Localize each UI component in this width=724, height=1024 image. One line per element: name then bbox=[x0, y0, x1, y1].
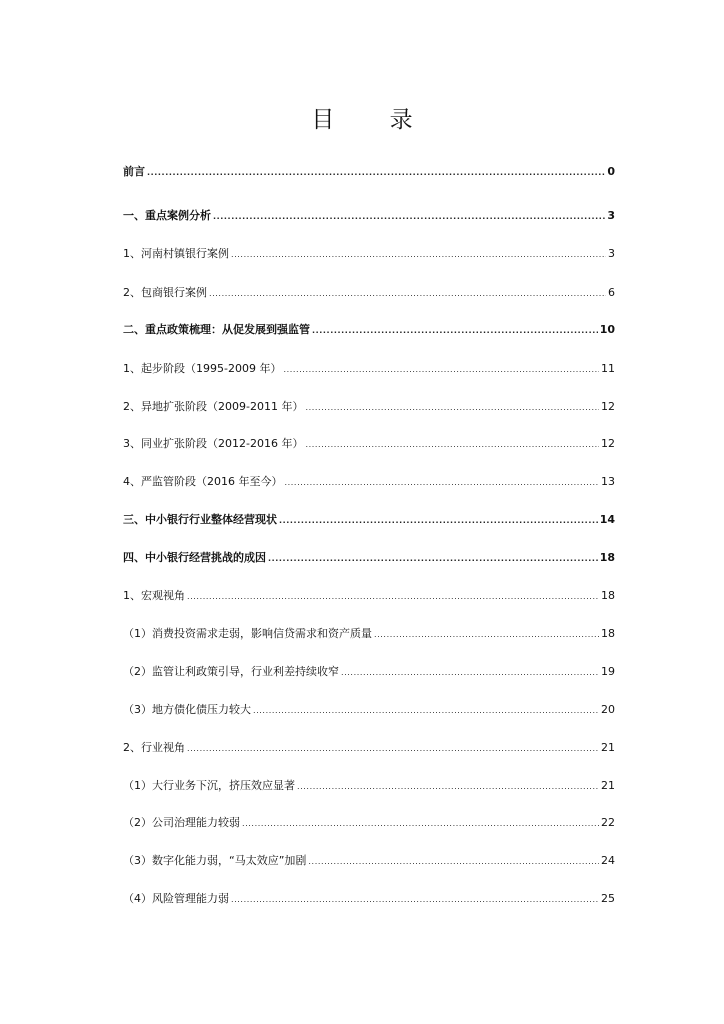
toc-entry-page: 19 bbox=[601, 665, 615, 678]
toc-entry-4-1-3[interactable] bbox=[123, 702, 615, 718]
toc-entry-page: 24 bbox=[601, 854, 615, 867]
dot-leader bbox=[231, 891, 599, 908]
toc-entry-page: 18 bbox=[601, 589, 615, 602]
dot-leader bbox=[253, 702, 599, 719]
toc-entry-page: 20 bbox=[601, 703, 615, 716]
toc-entry-page: 21 bbox=[601, 779, 615, 792]
toc-entry-4-2-2[interactable] bbox=[123, 815, 615, 831]
toc-entry-page: 11 bbox=[601, 362, 615, 375]
toc-entry-page: 13 bbox=[601, 475, 615, 488]
toc-entry-page: 12 bbox=[601, 437, 615, 450]
toc-entry-1-2[interactable] bbox=[123, 285, 615, 301]
toc-entry-text: （1）大行业务下沉，挤压效应显著 bbox=[123, 779, 295, 792]
toc-entry-text: （2）公司治理能力较弱 bbox=[123, 816, 240, 829]
toc-entry-text: 2、包商银行案例 bbox=[123, 286, 207, 299]
toc-entry-4-2-3[interactable] bbox=[123, 853, 615, 869]
toc-entry-4-1[interactable] bbox=[123, 588, 615, 604]
dot-leader bbox=[147, 164, 605, 181]
dot-leader bbox=[209, 285, 606, 302]
toc-entry-text: 1、河南村镇银行案例 bbox=[123, 247, 229, 260]
toc-entry-text: 二、重点政策梳理：从促发展到强监管 bbox=[123, 323, 310, 336]
toc-entry-2-4[interactable] bbox=[123, 474, 615, 490]
toc-title: 目 录 bbox=[311, 107, 437, 133]
toc-entry-4-2-1[interactable] bbox=[123, 778, 615, 794]
dot-leader bbox=[305, 436, 599, 453]
toc-entry-page: 18 bbox=[601, 627, 615, 640]
toc-entry-text: 2、异地扩张阶段（2009-2011 年） bbox=[123, 400, 304, 413]
toc-entry-text: 2、行业视角 bbox=[123, 741, 185, 754]
dot-leader bbox=[242, 815, 599, 832]
dot-leader bbox=[285, 474, 600, 491]
toc-entry-text: 1、宏观视角 bbox=[123, 589, 185, 602]
toc-entry-text: 前言 bbox=[123, 165, 145, 178]
toc-entry-page: 12 bbox=[601, 400, 615, 413]
toc-entry-2-1[interactable] bbox=[123, 361, 615, 377]
dot-leader bbox=[374, 626, 599, 643]
toc-entry-text: 4、严监管阶段（2016 年至今） bbox=[123, 475, 283, 488]
toc-entry-section-4[interactable] bbox=[123, 550, 615, 566]
toc-entry-text: 3、同业扩张阶段（2012-2016 年） bbox=[123, 437, 304, 450]
toc-entry-4-1-1[interactable] bbox=[123, 626, 615, 642]
toc-entry-4-2-4[interactable] bbox=[123, 891, 615, 907]
dot-leader bbox=[231, 246, 606, 263]
dot-leader bbox=[213, 208, 605, 225]
toc-entry-page: 10 bbox=[599, 323, 615, 336]
toc-entry-preface[interactable] bbox=[123, 164, 615, 180]
dot-leader bbox=[187, 740, 599, 757]
dot-leader bbox=[297, 778, 599, 795]
toc-entry-section-2[interactable] bbox=[123, 322, 615, 338]
toc-entry-2-3[interactable] bbox=[123, 436, 615, 452]
toc-entry-page: 3 bbox=[607, 209, 615, 222]
dot-leader bbox=[308, 853, 599, 870]
toc-entry-page: 18 bbox=[599, 551, 615, 564]
toc-entry-page: 0 bbox=[607, 165, 615, 178]
toc-entry-page: 14 bbox=[599, 513, 615, 526]
toc-entry-text: （4）风险管理能力弱 bbox=[123, 892, 229, 905]
toc-entry-text: （2）监管让利政策引导，行业利差持续收窄 bbox=[123, 665, 339, 678]
toc-entry-page: 21 bbox=[601, 741, 615, 754]
toc-entry-page: 3 bbox=[608, 247, 615, 260]
dot-leader bbox=[305, 399, 599, 416]
toc-entry-text: 1、起步阶段（1995-2009 年） bbox=[123, 362, 282, 375]
dot-leader bbox=[187, 588, 599, 605]
toc-entry-4-2[interactable] bbox=[123, 740, 615, 756]
dot-leader bbox=[341, 664, 599, 681]
toc-entry-1-1[interactable] bbox=[123, 246, 615, 262]
toc-entry-page: 22 bbox=[601, 816, 615, 829]
toc-entry-text: （3）地方债化债压力较大 bbox=[123, 703, 251, 716]
dot-leader bbox=[283, 361, 599, 378]
toc-entry-section-1[interactable] bbox=[123, 208, 615, 224]
toc-entry-page: 6 bbox=[608, 286, 615, 299]
toc-entry-section-3[interactable] bbox=[123, 512, 615, 528]
toc-entry-text: 三、中小银行行业整体经营现状 bbox=[123, 513, 277, 526]
dot-leader bbox=[279, 512, 598, 529]
dot-leader bbox=[268, 550, 598, 567]
toc-entry-2-2[interactable] bbox=[123, 399, 615, 415]
toc-entry-text: 一、重点案例分析 bbox=[123, 209, 211, 222]
dot-leader bbox=[312, 322, 598, 339]
toc-entry-4-1-2[interactable] bbox=[123, 664, 615, 680]
toc-entry-text: （1）消费投资需求走弱，影响信贷需求和资产质量 bbox=[123, 627, 372, 640]
toc-entry-text: （3）数字化能力弱，“马太效应”加剧 bbox=[123, 854, 307, 867]
toc-entry-page: 25 bbox=[601, 892, 615, 905]
toc-entry-text: 四、中小银行经营挑战的成因 bbox=[123, 551, 266, 564]
